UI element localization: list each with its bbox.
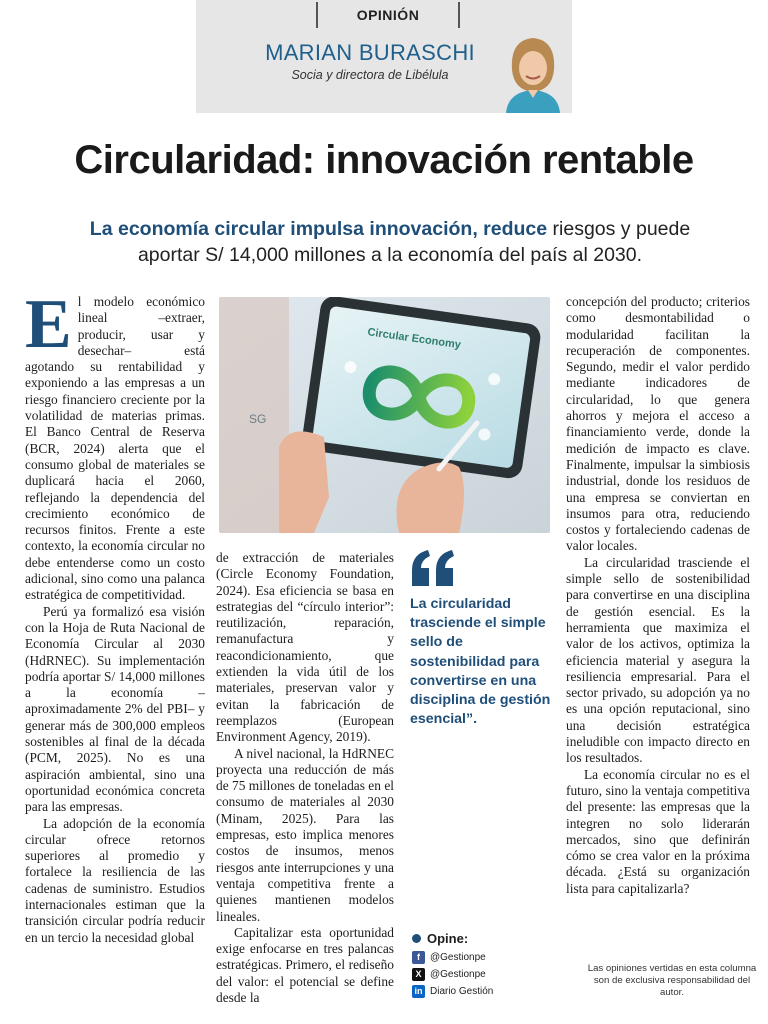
disclaimer: Las opiniones vertidas en esta columna son de exclusiva responsabilidad del autor.	[587, 963, 757, 998]
bullet-icon	[412, 934, 421, 943]
social-handle: Diario Gestión	[430, 986, 494, 998]
paragraph	[25, 286, 205, 604]
subtitle-emphasis: La economía circular impulsa innovación, reduce	[89, 218, 548, 240]
facebook-icon: f	[412, 951, 425, 964]
paragraph: La adopción de la economía circular ofrece retornos superiores al promedio y fortalece la resiliencia de las cadenas de suministro. Estudios internacionales estiman que la transición circular podría reducir en un tercio la necesidad global	[25, 815, 205, 945]
social-link-x[interactable]	[412, 968, 486, 981]
social-handle: @Gestionpe	[430, 952, 486, 964]
social-handle: @Gestionpe	[430, 969, 486, 981]
photo-screen-text: Circular Economy	[366, 326, 462, 352]
pull-quote: La circularidad trasciende el simple sello de sostenibilidad para convertirse en una disciplina de gestión esencial”.	[410, 596, 551, 728]
linkedin-icon: in	[412, 985, 425, 998]
paragraph: Capitalizar esta oportunidad exige enfocarse en tres palancas estratégicas. Primero, el rediseño del valor: el potencial se define desde la	[216, 924, 394, 1006]
paragraph: Perú ya formalizó esa visión con la Hoja de Ruta Nacional de Economía Circular al 2030 (HdRNEC). Su implementación podría aportar S/ 14,000 millones a la economía –aproximadamente 2% del PBI– y generar más de 300,000 empleos sostenibles al final de la década (PCM, 2025). No es una aspiración ambiental, sino una oportunidad económica concreta para las empresas.	[25, 603, 205, 815]
paragraph: A nivel nacional, la HdRNEC proyecta una reducción de más de 75 millones de toneladas en el consumo de materiales al 2030 (Minam, 2025). Para las empresas, esto implica menores costos de insumos, menos riesgos ante interrupciones y una ventaja competitiva frente a quienes mantienen modelos lineales.	[216, 745, 394, 924]
article-photo	[219, 297, 550, 533]
author-role: Socia y directora de Libélula	[291, 68, 449, 82]
paragraph: La circularidad trasciende el simple sello de sostenibilidad para convertirse en una disciplina de gestión esencial. Es la herramienta que maximiza el valor de los activos, optimiza la eficiencia material y asegura la resiliencia empresarial. Para el sector privado, su adopción ya no es una opción reputacional, sino una decisión estratégica ineludible con impacto directo en los resultados.	[566, 554, 750, 766]
drop-cap: E	[25, 286, 72, 363]
photo-side-text: SG	[249, 412, 267, 426]
paragraph: concepción del producto; criterios como desmontabilidad o modularidad facilitan la recuperación de componentes. Segundo, medir el valor perdido mediante indicadores de circularidad, lo que genera ahorros y mejora el acceso a financiamiento verde, donde la medición de impacto es clave. Finalmente, impulsar la simbiosis industrial, donde los residuos de una empresa se conviertan en insumos para otra, reduciendo costos y fortaleciendo cadenas de valor locales.	[566, 294, 750, 554]
subtitle-rest: riesgos y puede aportar S/ 14,000 millones a la economía del país al 2030.	[137, 218, 691, 266]
social-link-facebook[interactable]	[412, 951, 486, 964]
paragraph-text: l modelo económico lineal –extraer, producir, usar y desechar– está agotando su rentabilidad y exponiendo a las empresas a un riesgo financiero creciente por la volatilidad de materias primas. El Banco Central de Reserva (BCR, 2024) alerta que el consumo global de materiales se duplicará hacia el 2060, reflejando la dependencia del crecimiento económico de recursos finitos. Frente a este contexto, la economía circular no debe entenderse como un costo adicional, sino como una palanca estratégica de competitividad.	[25, 294, 205, 603]
column-3	[566, 294, 750, 897]
paragraph: La economía circular no es el futuro, sino la ventaja competitiva del presente: las empresas que la integren no solo liderarán mercados, sino que definirán cómo se crea valor en la próxima década. ¿Está su organización lista para capitalizarla?	[566, 766, 750, 896]
social-link-linkedin[interactable]	[412, 985, 493, 998]
article-title: Circularidad: innovación rentable	[74, 138, 694, 182]
author-photo	[498, 30, 568, 113]
quote-icon	[410, 548, 460, 588]
article-subtitle	[60, 216, 720, 268]
x-icon: X	[412, 968, 425, 981]
paragraph: de extracción de materiales (Circle Economy Foundation, 2024). Esa eficiencia se basa en estrategias del “círculo interior”: reutilización, reparación, remanufactura y reacondicionamiento, que extienden la vida útil de los materiales, preservan valor y evitan la fabricación de reemplazos (European Environment Agency, 2019).	[216, 550, 394, 745]
column-2	[216, 550, 394, 1006]
section-label: OPINIÓN	[316, 2, 460, 28]
author-name: MARIAN BURASCHI	[265, 40, 475, 65]
opine-label: Opine:	[427, 931, 469, 946]
opine-title	[412, 931, 468, 946]
column-1	[25, 286, 205, 946]
